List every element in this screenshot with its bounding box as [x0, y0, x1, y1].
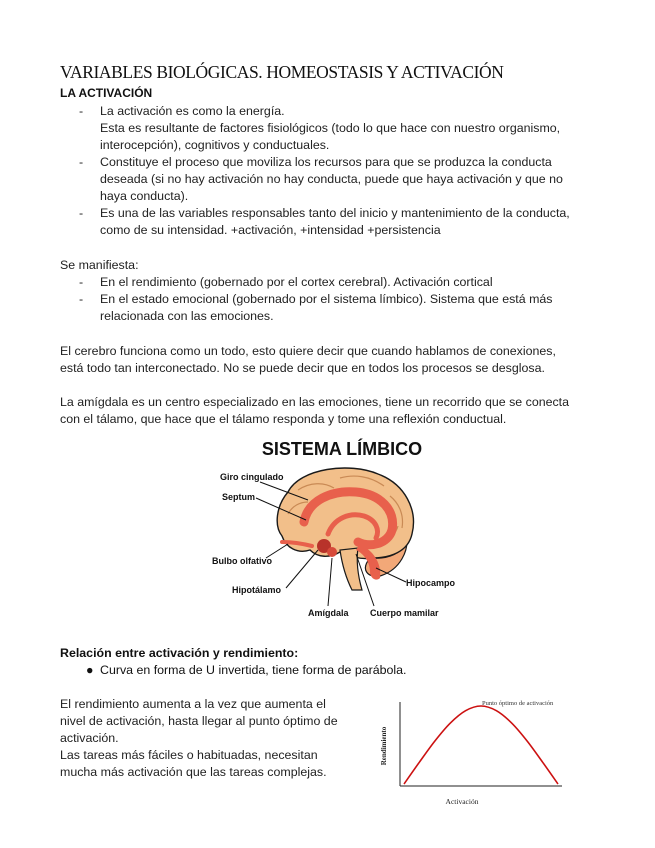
list-item: - La activación es como la energía. Esta es resultante de factores fisiológicos (todo lo que hace con nuestro organismo, interocepción), cognitivos y conductuales.: [60, 103, 600, 154]
list-item: - Constituye el proceso que moviliza los recursos para que se produzca la conducta deseada (si no hay activación no hay conducta, puede que haya activación y que no haya conducta).: [60, 154, 600, 205]
label-hipotalamo: Hipotálamo: [232, 585, 282, 595]
label-giro-cingulado: Giro cingulado: [220, 472, 284, 482]
label-cuerpo-mamilar: Cuerpo mamilar: [370, 608, 439, 618]
curve-series-line: [404, 706, 558, 784]
limbic-system-figure: [200, 430, 460, 630]
manifiesta-label: Se manifiesta:: [60, 258, 139, 272]
label-amigdala: Amígdala: [308, 608, 349, 618]
label-bulbo-olfativo: Bulbo olfativo: [212, 556, 272, 566]
document-page: VARIABLES BIOLÓGICAS. HOMEOSTASIS Y ACTIVACIÓN LA ACTIVACIÓN - La activación es como la energía. Esta es resultante de factores fisiológicos (todo lo que hace con nuestro organismo, interocepción), cognitivos y conductuales. - Constituye el proceso que moviliza los recursos para que se produzca la conducta deseada (si no hay activación no hay conducta, puede que haya activación y que no haya conducta). - Es una de las variables responsables tanto del inicio y mantenimiento de la conducta, como de su intensidad. +activación, +intensidad +persistencia Se manifiesta: - En el rendimiento (gobernado por el cortex cerebral). Activación cortical - En el estado emocional (gobernado por el sistema límbico). Sistema que está más relacionada con las emociones. El cerebro funciona como un todo, esto quiere decir que cuando hablamos de conexiones, está todo tan interconectado. No se puede decir que en todos los procesos se desglosa. La amígdala es un centro especializado en las emociones, tiene un recorrido que se conecta con el tálamo, que hace que el tálamo responda y tome una reflexión conductual. SISTEMA LÍMBICO Giro cingulado Septum Bulbo olfativo Hipotálamo Amígdala Cuerpo mamilar Hipocampo Relación entre activación y rendimiento: ● Curva en forma de U invertida, tiene forma de parábola. El rendimiento aumenta a la vez que aumenta el nivel de activación, hasta llegar al punto óptimo de activación. Las tareas más fáciles o habituadas, necesitan mucha más activación que las tareas complejas. Punto óptimo de activación Activación Rendimiento: [0, 0, 655, 848]
list-item: - Es una de las variables responsables tanto del inicio y mantenimiento de la conducta, como de su intensidad. +activación, +intensidad +persistencia: [60, 205, 600, 239]
paragraph-cerebro: El cerebro funciona como un todo, esto quiere decir que cuando hablamos de conexiones, está todo tan interconectado. No se puede decir que en todos los procesos se desglosa.: [60, 344, 556, 375]
list-item: - En el rendimiento (gobernado por el cortex cerebral). Activación cortical: [60, 274, 600, 291]
chart-title: Punto óptimo de activación: [482, 700, 554, 707]
bullet-dot-icon: ●: [86, 663, 94, 677]
paragraph-rendimiento: El rendimiento aumenta a la vez que aumenta el nivel de activación, hasta llegar al punto óptimo de activación. Las tareas más fáciles o habituadas, necesitan mucha más activación que las tareas complejas.: [60, 697, 338, 779]
list-item: - En el estado emocional (gobernado por el sistema límbico). Sistema que está más relacionada con las emociones.: [60, 291, 600, 325]
chart-xlabel: Activación: [445, 797, 479, 806]
document-title: VARIABLES BIOLÓGICAS. HOMEOSTASIS Y ACTIVACIÓN: [60, 62, 504, 82]
section-heading: LA ACTIVACIÓN: [60, 86, 153, 100]
relacion-heading: Relación entre activación y rendimiento:: [60, 646, 299, 660]
amygdala-shape: [327, 547, 337, 557]
figure-title: SISTEMA LÍMBICO: [261, 439, 423, 459]
label-septum: Septum: [222, 492, 256, 502]
paragraph-amigdala: La amígdala es un centro especializado en las emociones, tiene un recorrido que se conecta con el tálamo, que hace que el tálamo responda y tome una reflexión conductual.: [60, 395, 570, 426]
manifiesta-list: [60, 274, 600, 325]
activation-list: [60, 103, 600, 239]
activation-performance-chart: [372, 694, 568, 814]
label-hipocampo: Hipocampo: [406, 578, 456, 588]
chart-ylabel: Rendimiento: [380, 726, 388, 766]
